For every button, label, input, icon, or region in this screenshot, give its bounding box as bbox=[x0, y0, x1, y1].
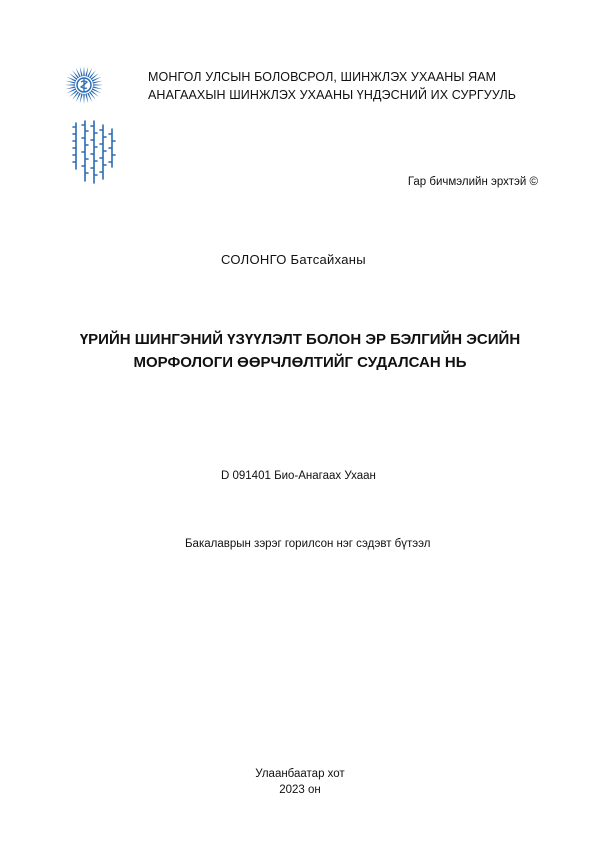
year: 2023 он bbox=[279, 784, 321, 796]
university-emblem-icon bbox=[60, 55, 130, 195]
place-and-year bbox=[0, 766, 600, 798]
ministry-name: МОНГОЛ УЛСЫН БОЛОВСРОЛ, ШИНЖЛЭХ УХААНЫ ЯАМ bbox=[148, 70, 497, 84]
university-name: АНАГААХЫН ШИНЖЛЭХ УХААНЫ ҮНДЭСНИЙ ИХ СУРГУУЛЬ bbox=[148, 88, 517, 102]
author-name: СОЛОНГО Батсайханы bbox=[221, 252, 366, 267]
ministry-header bbox=[148, 68, 516, 104]
copyright-note: Гар бичмэлийн эрхтэй © bbox=[407, 176, 538, 188]
specialty-code: D 091401 Био-Анагаах Ухаан bbox=[221, 470, 376, 482]
thesis-title-line-1: ҮРИЙН ШИНГЭНИЙ ҮЗҮҮЛЭЛТ БОЛОН ЭР БЭЛГИЙН ЭСИЙН bbox=[79, 331, 521, 348]
city: Улаанбаатар хот bbox=[255, 768, 345, 780]
thesis-title bbox=[0, 328, 600, 374]
thesis-title-line-2: МОРФОЛОГИ ӨӨРЧЛӨЛТИЙГ СУДАЛСАН НЬ bbox=[133, 354, 467, 371]
degree-statement: Бакалаврын зэрэг горилсон нэг сэдэвт бүтээл bbox=[185, 538, 431, 550]
